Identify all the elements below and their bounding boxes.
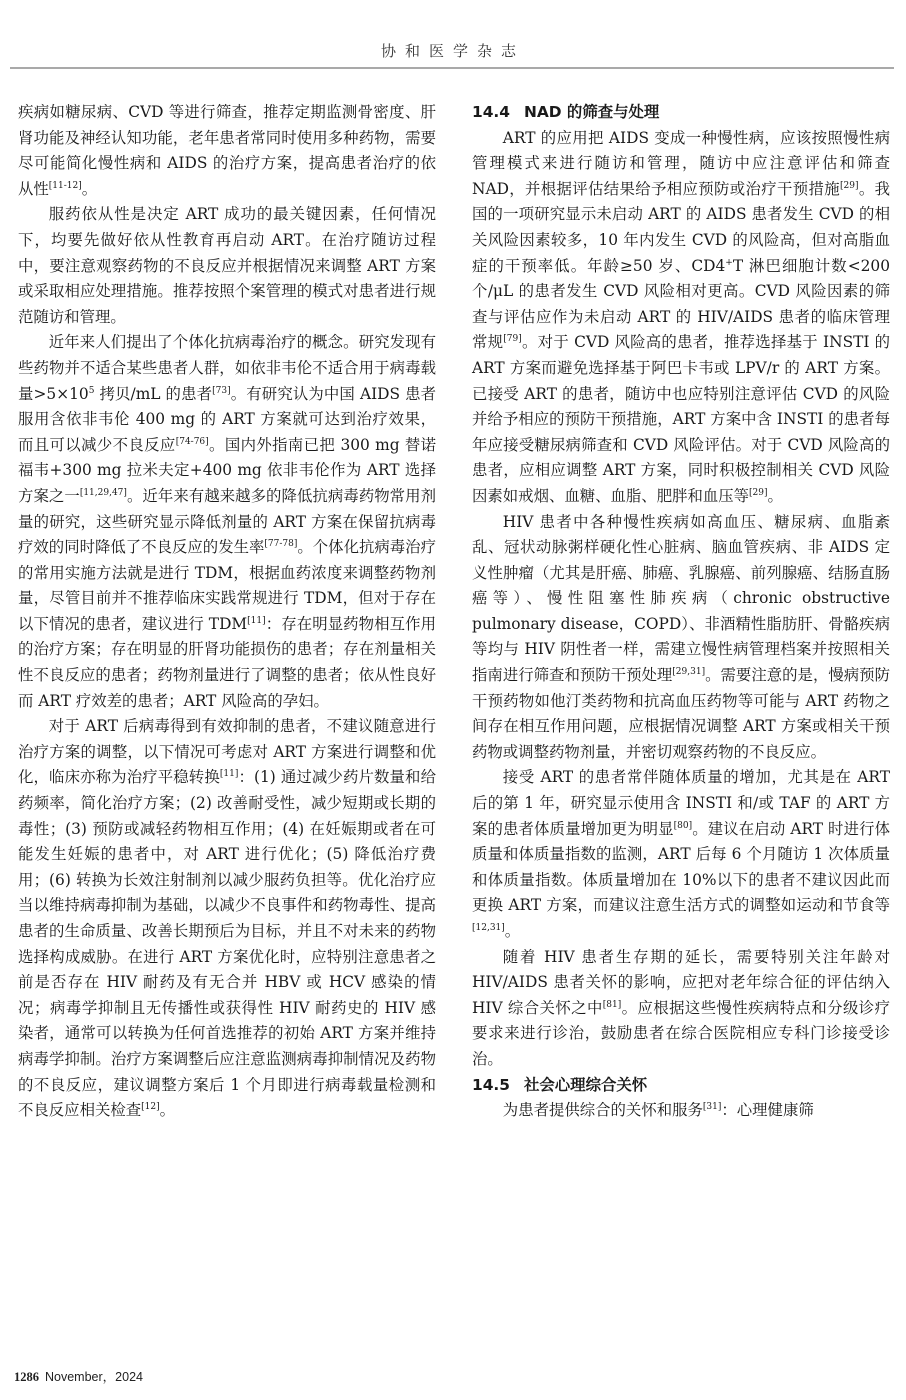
paragraph-text: 。 (159, 1101, 176, 1120)
paragraph-text: HIV 患者中各种慢性疾病如高血压、糖尿病、血脂紊乱、冠状动脉粥样硬化性心脏病、脑血管疾病、非 AIDS 定义性肿瘤（尤其是肝癌、肺癌、乳腺癌、前列腺癌、结肠直肠癌等）、慢性阻塞性肺疾病（chronic obstructive pulmonary disease，COPD）、非酒精性脂肪肝、骨骼疾病等均与 HIV 阴性者一样，需建立慢性病管理档案并按照相关指南进行筛查和预防干预处理 (472, 512, 890, 685)
paragraph (18, 714, 436, 1124)
paragraph (472, 126, 890, 510)
paragraph-text: 。对于 CVD 风险高的患者，推荐选择基于 INSTI 的 ART 方案而避免选择基于阿巴卡韦或 LPV/r 的 ART 方案。已接受 ART 的患者，随访中也应特别注意评估 CVD 的风险并给予相应的预防干预措施，ART 方案中含 INSTI 的患者每年应接受糖尿病筛查和 CVD 风险评估。对于 CVD 风险高的患者，应相应调整 ART 方案，同时积极控制相关 CVD 风险因素如戒烟、血糖、血脂、肥胖和血压等 (472, 333, 890, 505)
paragraph-text: T 淋巴细胞计数<200 个/μL 的患者发生 CVD 风险相对更高。CVD 风险因素的筛查与评估应作为未启动 ART 的 HIV/AIDS 患者的临床管理常规 (472, 256, 891, 352)
paragraph (472, 945, 890, 1073)
paragraph: 服药依从性是决定 ART 成功的最关键因素，任何情况下，均要先做好依从性教育再启动 ART。在治疗随访过程中，要注意观察药物的不良反应并根据情况来调整 ART 方案或采取相应处理措施。推荐按照个案管理的模式对患者进行规范随访和管理。 (18, 205, 436, 326)
header-rule-right (502, 67, 894, 69)
citation: [29] (749, 487, 768, 498)
paragraph-text: 。需要注意的是，慢病预防干预药物如他汀类药物和抗高血压药物等可能与 ART 药物之间存在相互作用问题，应根据情况调整 ART 方案或相关干预药物或调整药物剂量，并密切观察药物的不良反应。 (472, 666, 890, 761)
section-title: NAD 的筛查与处理 (524, 103, 660, 121)
section-heading-14-4 (472, 100, 890, 126)
citation: [73] (212, 385, 231, 396)
paragraph-text: 拷贝/mL 的患者 (94, 384, 213, 403)
issue-date: November，2024 (45, 1370, 143, 1384)
paragraph-text: 。建议在启动 ART 时进行体质量和体质量指数的监测，ART 后每 6 个月随访 1 次体质量和体质量指数。体质量增加在 10%以下的患者不建议因此而更换 ART 方案，而建议注意生活方式的调整如运动和节食等 (472, 819, 890, 915)
paragraph-text: ：心理健康筛 (721, 1101, 814, 1120)
superscript-plus: + (725, 257, 733, 268)
paragraph (472, 765, 890, 944)
paragraph-text: 。 (767, 486, 783, 505)
section-number: 14.4 (472, 103, 510, 121)
page-footer (14, 1367, 143, 1385)
paragraph-text: 。应根据这些慢性疾病特点和分级诊疗要求来进行诊治，鼓励患者在综合医院相应专科门诊接受诊治。 (472, 998, 890, 1068)
paragraph-tail: 。 (81, 179, 98, 198)
citation: [77-78] (264, 539, 298, 550)
paragraph-text: 近年来人们提出了个体化抗病毒治疗的概念。研究发现有些药物并不适合某些患者人群，如依非韦伦不适合用于病毒载量>5×10 (18, 333, 436, 403)
citation: [11] (219, 769, 239, 780)
left-column (18, 100, 436, 1124)
section-title: 社会心理综合关怀 (524, 1075, 648, 1094)
paragraph (472, 510, 890, 766)
paragraph-text: 接受 ART 的患者常伴随体质量的增加，尤其是在 ART 后的第 1 年，研究显示使用含 INSTI 和/或 TAF 的 ART 方案的患者体质量增加更为明显 (472, 768, 890, 838)
paragraph-text: 。我国的一项研究显示未启动 ART 的 AIDS 患者发生 CVD 的相关风险因素较多，10 年内发生 CVD 的风险高，但对高脂血症的干预率低。年龄≥50 岁、CD4 (472, 179, 890, 275)
citation: [12,31] (472, 923, 505, 933)
paragraph-text: 为患者提供综合的关怀和服务 (502, 1101, 703, 1120)
citation: [74-76] (175, 436, 209, 447)
paragraph (472, 1098, 890, 1124)
paragraph-text: ART 的应用把 AIDS 变成一种慢性病，应该按照慢性病管理模式来进行随访和管理，随访中应注意评估和筛查 NAD，并根据评估结果给予相应预防或治疗干预措施 (472, 128, 890, 198)
running-head-journal-title: 协和医学杂志 (380, 42, 525, 60)
paragraph-text: 对于 ART 后病毒得到有效抑制的患者，不建议随意进行治疗方案的调整，以下情况可考虑对 ART 方案进行调整和优化，临床亦称为治疗平稳转换 (18, 717, 436, 787)
citation: [81] (602, 999, 622, 1010)
header-rule (10, 67, 512, 69)
citation: [29] (840, 180, 859, 191)
paragraph (18, 330, 436, 714)
paragraph-text: 。国内外指南已把 300 mg 替诺福韦+300 mg 拉米夫定+400 mg 依非韦伦作为 ART 选择方案之一 (18, 435, 436, 505)
section-heading-14-5 (472, 1073, 890, 1099)
citation: [31] (702, 1102, 722, 1113)
paragraph-text: 疾病如糖尿病、CVD 等进行筛查，推荐定期监测骨密度、肝肾功能及神经认知功能，老年患者常同时使用多种药物，需要尽可能简化慢性病和 AIDS 的治疗方案，提高患者治疗的依从性 (18, 103, 436, 198)
citation: [80] (673, 820, 693, 831)
citation: [11,29,47] (79, 487, 127, 498)
paragraph-text: 。个体化抗病毒治疗的常用实施方法就是进行 TDM，根据血药浓度来调整药物剂量，尽管目前并不推荐临床实践常规进行 TDM，但对于存在以下情况的患者，建议进行 TDM (18, 538, 436, 633)
section-number: 14.5 (472, 1075, 510, 1094)
right-column (472, 100, 890, 1124)
paragraph-text: 。有研究认为中国 AIDS 患者服用含依非韦伦 400 mg 的 ART 方案就可达到治疗效果，而且可以减少不良反应 (18, 384, 436, 454)
exponent: 5 (88, 385, 95, 396)
paragraph-text: 随着 HIV 患者生存期的延长，需要特别关注年龄对 HIV/AIDS 患者关怀的影响，应把对老年综合征的评估纳入 HIV 综合关怀之中 (472, 947, 890, 1017)
page-number: 1286 (14, 1370, 39, 1384)
citation: [79] (503, 334, 522, 345)
citation: [11] (247, 615, 266, 626)
paragraph-text: ：(1) 通过减少药片数量和给药频率，简化治疗方案；(2) 改善耐受性，减少短期或长期的毒性；(3) 预防或减轻药物相互作用；(4) 在妊娠期或者在可能发生妊娠的患者中，对 ART 进行优化；(5) 降低治疗费用；(6) 转换为长效注射制剂以减少服药负担等。优化治疗应当以维持病毒抑制为基础，以减少不良事件和药物毒性、提高患者的生命质量、改善长期预后为目标，并且不对未来的药物选择构成威胁。在进行 ART 方案优化时，应特别注意患者之前是否存在 HIV 耐药及有无合并 HBV 或 HCV 感染的情况；病毒学抑制且无传播性或获得性 HIV 耐药史的 HIV 感染者，通常可以转换为任何首选推荐的初始 ART 方案并维持病毒学抑制。治疗方案调整后应注意监测病毒抑制情况及药物的不良反应，建议调整方案后 1 个月即进行病毒载量检测和不良反应相关检查 (18, 768, 436, 1120)
citation: [29,31] (672, 667, 706, 678)
paragraph-text: 。近年来有越来越多的降低抗病毒药物常用剂量的研究，这些研究显示降低剂量的 ART 方案在保留抗病毒疗效的同时降低了不良反应的发生率 (18, 486, 436, 557)
citation: [12] (141, 1102, 160, 1113)
citation: [11-12] (48, 180, 82, 191)
paragraph (18, 100, 436, 202)
paragraph-text: ：存在明显药物相互作用的治疗方案；存在明显的肝肾功能损伤的患者；存在剂量相关性不良反应的患者；药物剂量进行了调整的患者；依从性良好而 ART 疗效差的患者；ART 风险高的孕妇。 (18, 614, 436, 710)
paragraph-text: 。 (504, 922, 521, 940)
